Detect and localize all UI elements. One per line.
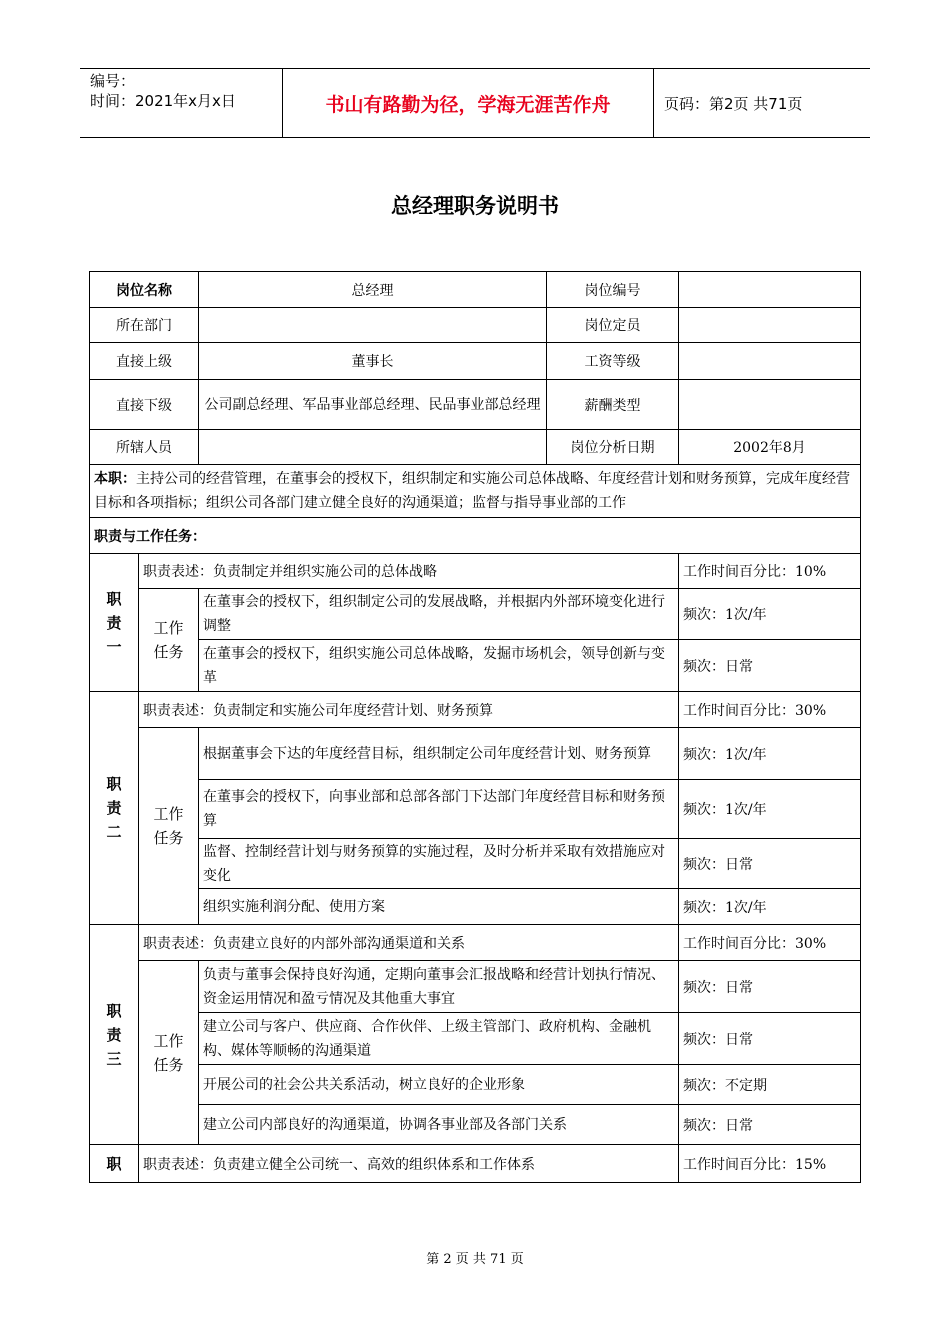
task-row	[90, 839, 861, 889]
task-frequency: 频次：1次/年	[679, 780, 861, 839]
position-name-label: 岗位名称	[90, 272, 199, 308]
task-frequency: 频次：1次/年	[679, 728, 861, 780]
duty-description: 职责表述：负责制定并组织实施公司的总体战略	[139, 554, 679, 589]
task-frequency: 频次：日常	[679, 640, 861, 692]
task-frequency: 频次：不定期	[679, 1065, 861, 1105]
task-text: 组织实施利润分配、使用方案	[199, 889, 679, 925]
pay-type-value	[679, 380, 861, 430]
department-value	[199, 308, 547, 343]
document-title: 总经理职务说明书	[391, 194, 559, 218]
page-header	[80, 68, 870, 138]
duty-description: 职责表述：负责建立健全公司统一、高效的组织体系和工作体系	[139, 1145, 679, 1183]
position-name-value: 总经理	[199, 272, 547, 308]
superior-label: 直接上级	[90, 343, 199, 380]
task-frequency: 频次：日常	[679, 1013, 861, 1065]
header-page-number: 页码：第2页 共71页	[664, 94, 803, 113]
info-row	[90, 430, 861, 465]
duty-name: 职责二	[90, 692, 139, 925]
summary-cell	[90, 465, 861, 518]
pay-type-label: 薪酬类型	[547, 380, 679, 430]
task-row	[90, 1013, 861, 1065]
subordinates-value: 公司副总经理、军品事业部总经理、民品事业部总经理	[199, 380, 547, 430]
position-code-value	[679, 272, 861, 308]
task-text: 建立公司与客户、供应商、合作伙伴、上级主管部门、政府机构、金融机构、媒体等顺畅的沟通渠道	[199, 1013, 679, 1065]
task-text: 在董事会的授权下，组织实施公司总体战略，发掘市场机会，领导创新与变革	[199, 640, 679, 692]
info-row	[90, 308, 861, 343]
duty-time-percent: 工作时间百分比：30%	[679, 925, 861, 961]
task-row	[90, 1105, 861, 1145]
task-label: 工作任务	[139, 961, 199, 1145]
task-row	[90, 780, 861, 839]
grade-label: 工资等级	[547, 343, 679, 380]
duty-time-percent: 工作时间百分比：10%	[679, 554, 861, 589]
duty-time-percent: 工作时间百分比：30%	[679, 692, 861, 728]
task-row	[90, 1065, 861, 1105]
task-text: 在董事会的授权下，组织制定公司的发展战略，并根据内外部环境变化进行调整	[199, 589, 679, 640]
analysis-date-label: 岗位分析日期	[547, 430, 679, 465]
task-text: 根据董事会下达的年度经营目标，组织制定公司年度经营计划、财务预算	[199, 728, 679, 780]
grade-value	[679, 343, 861, 380]
task-frequency: 频次：1次/年	[679, 889, 861, 925]
analysis-date-value: 2002年8月	[679, 430, 861, 465]
staff-value	[199, 430, 547, 465]
duty-description-row	[90, 925, 861, 961]
duty-description: 职责表述：负责制定和实施公司年度经营计划、财务预算	[139, 692, 679, 728]
duty-name: 职责一	[90, 554, 139, 692]
task-text: 监督、控制经营计划与财务预算的实施过程，及时分析并采取有效措施应对变化	[199, 839, 679, 889]
task-row	[90, 640, 861, 692]
duty-time-percent: 工作时间百分比：15%	[679, 1145, 861, 1183]
header-divider	[653, 69, 654, 137]
header-motto: 书山有路勤为径，学海无涯苦作舟	[325, 93, 611, 116]
task-frequency: 频次：日常	[679, 1105, 861, 1145]
task-row	[90, 728, 861, 780]
duty-description: 职责表述：负责建立良好的内部外部沟通渠道和关系	[139, 925, 679, 961]
job-description-table	[89, 271, 861, 1183]
superior-value: 董事长	[199, 343, 547, 380]
task-frequency: 频次：日常	[679, 961, 861, 1013]
duty-description-row	[90, 692, 861, 728]
header-time: 时间：2021年x月x日	[90, 92, 236, 110]
duty-name: 职责三	[90, 925, 139, 1145]
info-row	[90, 343, 861, 380]
task-row	[90, 589, 861, 640]
header-meta	[90, 71, 236, 111]
page-footer: 第 2 页 共 71 页	[426, 1252, 524, 1267]
header-number: 编号：	[90, 72, 136, 90]
section-heading-row	[90, 518, 861, 554]
staff-label: 所辖人员	[90, 430, 199, 465]
task-text: 建立公司内部良好的沟通渠道，协调各事业部及各部门关系	[199, 1105, 679, 1145]
task-text: 在董事会的授权下，向事业部和总部各部门下达部门年度经营目标和财务预算	[199, 780, 679, 839]
department-label: 所在部门	[90, 308, 199, 343]
duties-heading: 职责与工作任务：	[90, 518, 861, 554]
duty-description-row	[90, 1145, 861, 1183]
headcount-label: 岗位定员	[547, 308, 679, 343]
task-row	[90, 961, 861, 1013]
task-text: 开展公司的社会公共关系活动，树立良好的企业形象	[199, 1065, 679, 1105]
task-frequency: 频次：1次/年	[679, 589, 861, 640]
summary-text: 主持公司的经营管理，在董事会的授权下，组织制定和实施公司总体战略、年度经营计划和财务预算，完成年度经营目标和各项指标；组织公司各部门建立健全良好的沟通渠道；监督与指导事业部的工作	[94, 471, 850, 511]
subordinates-label: 直接下级	[90, 380, 199, 430]
summary-label: 本职：	[94, 471, 136, 487]
task-label: 工作任务	[139, 728, 199, 925]
task-row	[90, 889, 861, 925]
task-text: 负责与董事会保持良好沟通，定期向董事会汇报战略和经营计划执行情况、资金运用情况和盈亏情况及其他重大事宜	[199, 961, 679, 1013]
position-code-label: 岗位编号	[547, 272, 679, 308]
task-frequency: 频次：日常	[679, 839, 861, 889]
headcount-value	[679, 308, 861, 343]
info-row	[90, 272, 861, 308]
summary-row	[90, 465, 861, 518]
duty-description-row	[90, 554, 861, 589]
task-label: 工作任务	[139, 589, 199, 692]
duty-name: 职	[90, 1145, 139, 1183]
info-row	[90, 380, 861, 430]
